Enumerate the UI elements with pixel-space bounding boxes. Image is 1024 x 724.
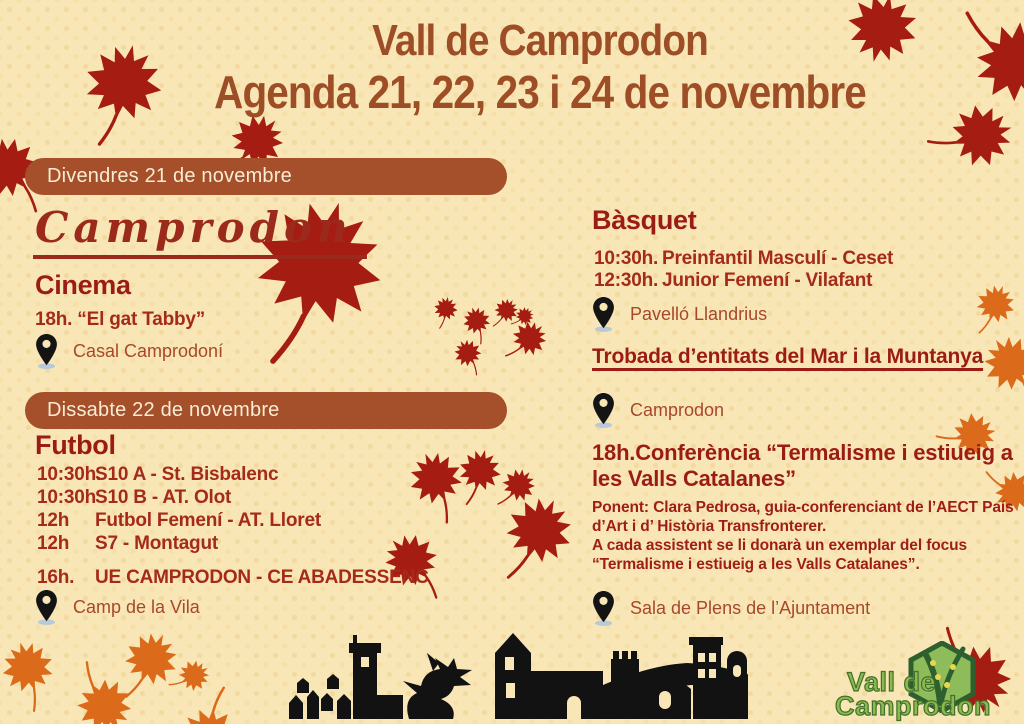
match-label: Preinfantil Masculí - Ceset — [662, 248, 894, 269]
match-time: 10:30h — [37, 487, 97, 508]
location-pin-icon — [592, 393, 615, 428]
day2-banner: Dissabte 22 de novembre — [25, 392, 507, 429]
match-label: Futbol Femení - AT. Lloret — [95, 510, 321, 531]
futbol-match-row — [37, 486, 231, 509]
left-column — [25, 158, 525, 628]
conferencia-body — [592, 499, 1022, 575]
poster-title — [56, 16, 1024, 119]
match-label: Junior Femení - Vilafant — [662, 270, 873, 291]
trobada-location-row — [592, 393, 724, 428]
location-pin-icon — [592, 591, 615, 626]
location-pin-icon — [35, 590, 58, 625]
conferencia-location-row — [592, 591, 870, 626]
match-time: 10:30h. — [37, 464, 102, 485]
maple-leaf-icon — [175, 680, 250, 724]
location-pin-icon — [592, 297, 615, 332]
futbol-match-row — [37, 509, 321, 532]
trobada-location: Camprodon — [630, 400, 725, 420]
basquet-match-row — [594, 269, 872, 292]
trobada-title: Trobada d’entitats del Mar i la Muntanya — [592, 345, 984, 368]
town-skyline-silhouette — [283, 627, 748, 719]
futbol-match-row — [37, 463, 278, 486]
futbol-heading: Futbol — [35, 430, 116, 460]
futbol-match-row — [37, 532, 218, 555]
futbol-location: Camp de la Vila — [73, 597, 200, 617]
title-line2: Agenda 21, 22, 23 i 24 de novembre — [214, 66, 866, 119]
cinema-location: Casal Camprodoní — [73, 341, 224, 361]
conferencia-paragraph: Ponent: Clara Pedrosa, guia-conferenciant de l’AECT País d’Art i d’ Història Transfronterer. — [592, 499, 1014, 535]
match-time: 12h — [37, 533, 70, 554]
day1-banner: Divendres 21 de novembre — [25, 158, 507, 195]
title-line1: Vall de Camprodon — [372, 16, 708, 65]
match-label: S10 A - St. Bisbalenc — [95, 464, 279, 485]
cinema-location-row — [35, 334, 223, 369]
conferencia-paragraph: A cada assistent se li donarà un exemplar del focus “Termalisme i estiueig a les Valls Catalanes”. — [592, 536, 968, 573]
town-heading: Camprodon — [33, 206, 367, 259]
futbol-featured-match — [37, 566, 429, 589]
basquet-location-row — [592, 297, 767, 332]
match-label: S10 B - AT. Olot — [95, 487, 232, 508]
cinema-heading: Cinema — [35, 270, 131, 300]
match-label: S7 - Montagut — [95, 533, 218, 554]
match-time: 10:30h. — [594, 248, 659, 269]
match-time: 16h. — [37, 567, 75, 588]
vall-de-camprodon-logo — [835, 643, 1020, 723]
futbol-location-row — [35, 590, 200, 625]
basquet-match-row — [594, 247, 893, 270]
basquet-heading: Bàsquet — [592, 205, 697, 235]
cinema-event: 18h. “El gat Tabby” — [35, 309, 206, 330]
location-pin-icon — [35, 334, 58, 369]
right-column — [590, 205, 1022, 635]
conferencia-title: 18h.Conferència “Termalisme i estiueig a les Valls Catalanes” — [592, 440, 1013, 492]
match-time: 12:30h. — [594, 270, 659, 291]
logo-text-line2: Camprodon — [835, 691, 991, 721]
conferencia-location: Sala de Plens de l’Ajuntament — [630, 598, 871, 618]
basquet-location: Pavelló Llandrius — [630, 304, 768, 324]
logo-text-line1: Vall de — [847, 667, 937, 697]
match-label: UE CAMPRODON - CE ABADESSENC — [95, 567, 429, 588]
match-time: 12h — [37, 510, 70, 531]
